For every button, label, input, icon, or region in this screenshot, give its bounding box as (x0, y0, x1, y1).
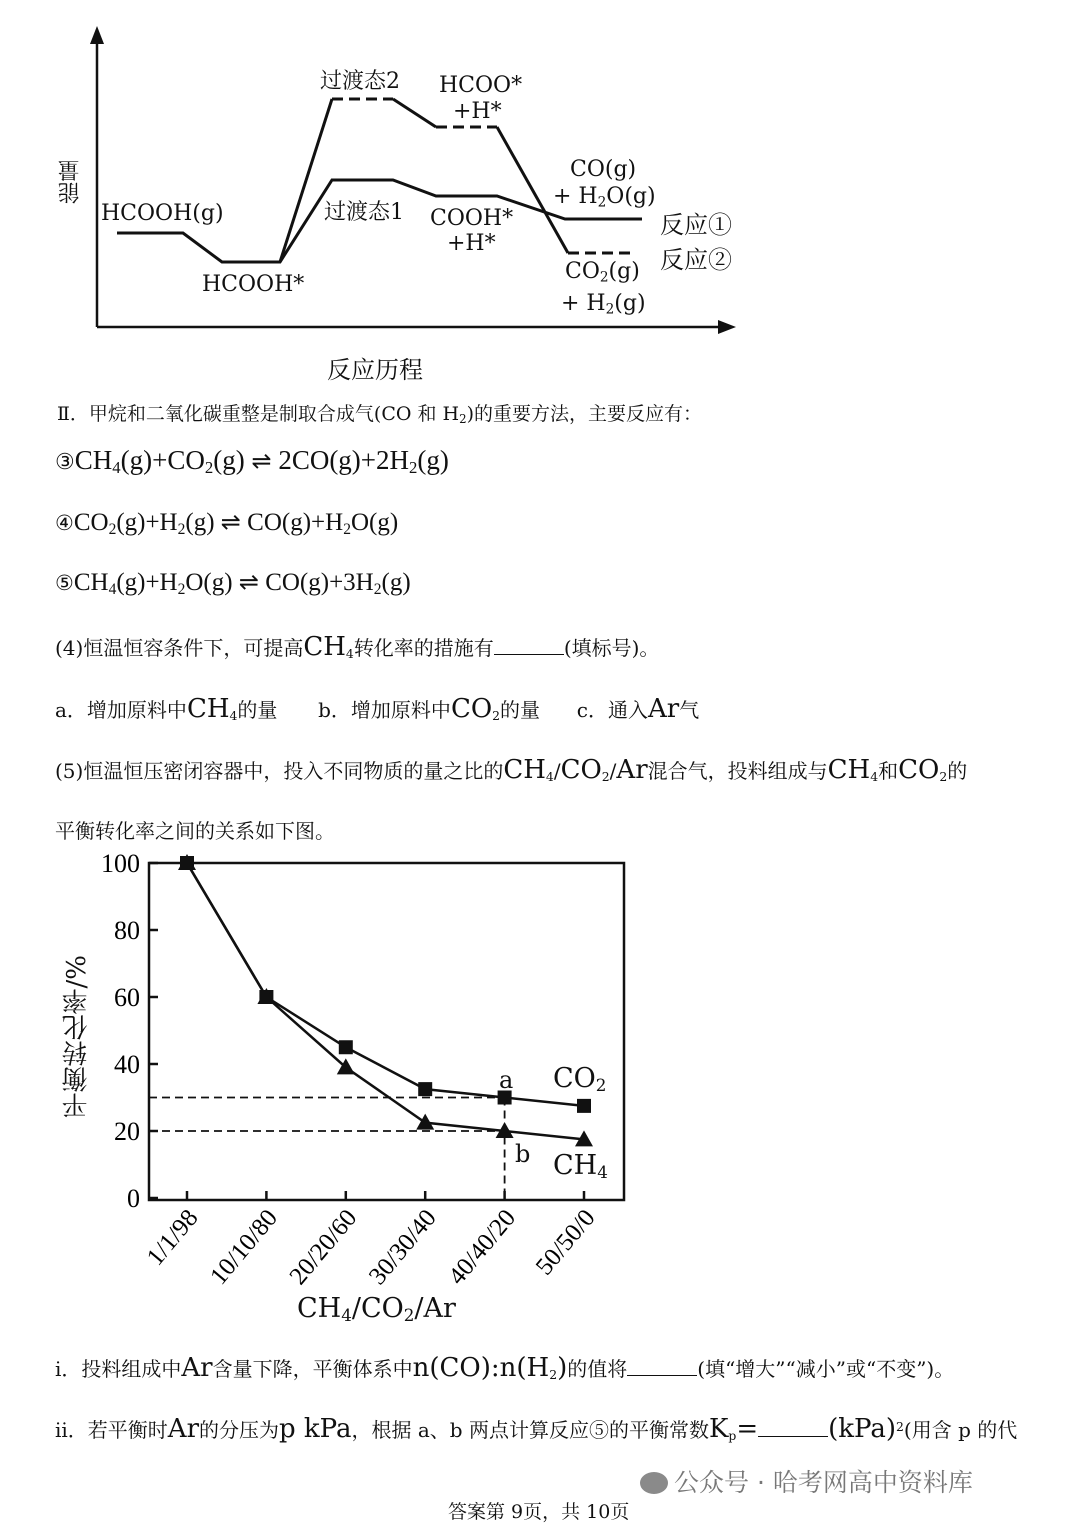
question-4: (4)恒温恒容条件下，可提高$CH_4$转化率的措施有 (填标号)。 (55, 632, 660, 662)
x-tick-label: 50/50/0 (530, 1204, 601, 1281)
process-axis-label: 反应历程 (327, 356, 423, 384)
point-co2 (339, 1040, 353, 1054)
reaction-3: $③CH_4(g)+CO_2(g)$ ⇌ $2CO(g)+2H_2(g)$ (55, 445, 449, 478)
series-line-co2 (187, 863, 584, 1106)
label-cooh: COOH* (430, 206, 514, 231)
y-tick-label: 40 (114, 1050, 140, 1079)
label-hcooh-ads: HCOOH* (202, 272, 305, 297)
section2-intro: Ⅱ．甲烷和二氧化碳重整是制取合成气(CO 和 $H_2$)的重要方法，主要反应有： (57, 403, 703, 426)
page-footer: 答案第 9页，共 10页 (448, 1501, 630, 1523)
y-tick-label: 20 (114, 1117, 140, 1146)
y-tick-label: 80 (114, 916, 140, 945)
y-axis-label: 平衡转化率/% (62, 955, 92, 1119)
annotation-a: a (499, 1066, 514, 1094)
series-label-ch4: $CH_4$ (553, 1150, 608, 1183)
reaction-5: $⑤CH_4(g)+H_2O(g)$ ⇌ $CO(g)+3H_2(g)$ (55, 568, 411, 598)
watermark: 公众号 · 哈考网高中资料库 (640, 1463, 973, 1499)
question-4-options: a．增加原料中$CH_4$的量 b．增加原料中$CO_2$的量 c．通入Ar气 (55, 694, 700, 724)
x-tick-label: 30/30/40 (363, 1204, 442, 1290)
question-ii: ii．若平衡时Ar的分压为p kPa，根据 a、b 两点计算反应⑤的平衡常数$K_p= (kPa)^2$(用含 p 的代 (55, 1414, 1018, 1444)
reaction2-path (280, 99, 332, 262)
y-tick-label: 0 (127, 1184, 140, 1213)
label-co-g: CO(g) (570, 157, 637, 182)
wechat-icon (640, 1472, 668, 1494)
label-co2-g: $CO_2(g)$ (565, 259, 640, 286)
label-cooh-h: +H* (447, 231, 496, 256)
answer-blank-4[interactable] (494, 636, 564, 655)
reaction-4: $④CO_2(g)+H_2(g)$ ⇌ $CO(g)+H_2O(g)$ (55, 508, 399, 538)
x-tick-label: 10/10/80 (205, 1204, 283, 1290)
y-tick-label: 100 (101, 849, 140, 878)
question-5-line2: 平衡转化率之间的关系如下图。 (55, 819, 335, 843)
question-5-line1: (5)恒温恒压密闭容器中，投入不同物质的量之比的$CH_4/CO_2/Ar$混合气，投料组成与$CH_4$和$CO_2$的 (55, 755, 968, 785)
annotation-b: b (515, 1140, 531, 1168)
answer-blank-ii[interactable] (758, 1418, 828, 1437)
label-ts2: 过渡态2 (320, 69, 400, 94)
conversion-chart (0, 840, 1080, 1340)
legend-reaction2: 反应② (660, 246, 732, 274)
label-h2o-g: + $H_2O(g)$ (553, 184, 656, 211)
x-tick-label: 1/1/98 (141, 1204, 204, 1271)
x-tick-label: 40/40/20 (443, 1204, 522, 1290)
series-label-co2: $CO_2$ (553, 1063, 607, 1096)
x-axis-label: $CH_4/CO_2/Ar$ (297, 1293, 456, 1326)
label-h2-g: + $H_2(g)$ (561, 291, 646, 318)
energy-diagram (0, 0, 1080, 390)
point-co2 (577, 1099, 591, 1113)
y-tick-label: 60 (114, 983, 140, 1012)
legend-reaction1: 反应① (660, 211, 732, 239)
energy-axis-label: 能量 (58, 160, 83, 204)
x-tick-label: 20/20/60 (284, 1204, 363, 1290)
label-hcoo-h: +H* (453, 99, 502, 124)
label-hcooh-g: HCOOH(g) (101, 201, 224, 226)
question-i: i．投料组成中Ar含量下降，平衡体系中$n(CO):n(H_2)$的值将 (填“增大”“减小”或“不变”)。 (55, 1353, 955, 1383)
label-ts1: 过渡态1 (324, 200, 404, 225)
label-hcoo: HCOO* (439, 73, 523, 98)
point-co2 (418, 1082, 432, 1096)
answer-blank-i[interactable] (627, 1357, 697, 1376)
point-ch4 (416, 1114, 434, 1130)
